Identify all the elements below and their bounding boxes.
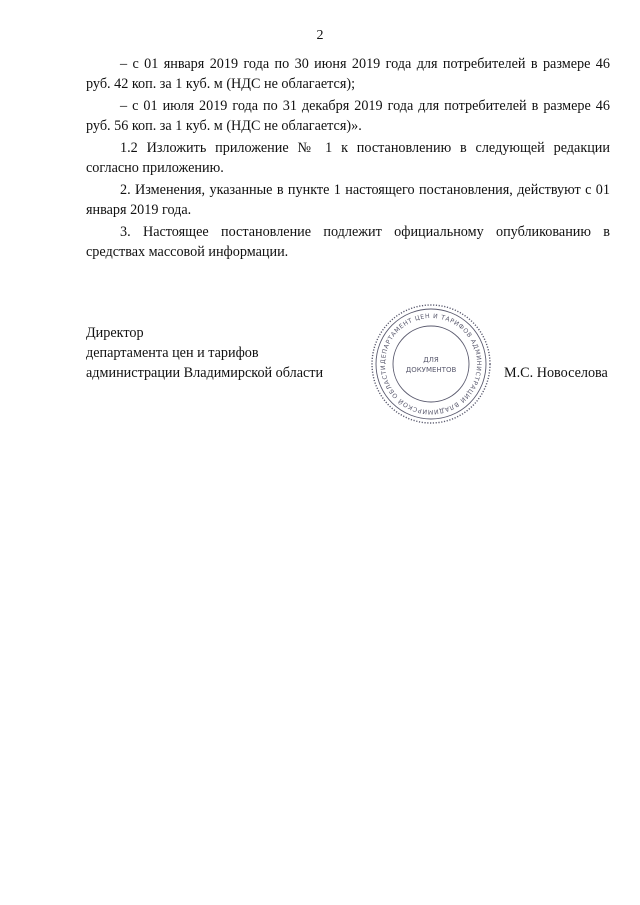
- stamp-center-line-1: ДЛЯ: [423, 356, 439, 364]
- position-line-1: Директор: [86, 325, 144, 341]
- stamp-ring-text: ДЕПАРТАМЕНТ ЦЕН И ТАРИФОВ АДМИНИСТРАЦИИ ВЛАДИМИРСКОЙ ОБЛАСТИ: [379, 312, 483, 416]
- paragraph-tariff-second-half: – с 01 июля 2019 года по 31 декабря 2019 года для потребителей в размере 46 руб. 56 коп. за 1 куб. м (НДС не облагается)».: [86, 98, 610, 134]
- stamp-seal-graphic: [369, 302, 493, 426]
- signatory-position: [86, 323, 323, 383]
- signatory-name: М.С. Новоселова: [504, 365, 608, 381]
- paragraph-item-3: 3. Настоящее постановление подлежит официальному опубликованию в средствах массовой информации.: [86, 224, 610, 260]
- stamp-center-line-2: ДОКУМЕНТОВ: [405, 366, 457, 374]
- paragraph-tariff-first-half: – с 01 января 2019 года по 30 июня 2019 года для потребителей в размере 46 руб. 42 коп. за 1 куб. м (НДС не облагается);: [86, 56, 610, 92]
- official-stamp: [369, 302, 493, 426]
- position-line-2: департамента цен и тарифов: [86, 345, 259, 361]
- paragraph-item-2: 2. Изменения, указанные в пункте 1 настоящего постановления, действуют с 01 января 2019 года.: [86, 182, 610, 218]
- page-number: 2: [316, 28, 324, 43]
- paragraph-item-1-2: 1.2 Изложить приложение № 1 к постановлению в следующей редакции согласно приложению.: [86, 140, 610, 176]
- position-line-3: администрации Владимирской области: [86, 365, 324, 381]
